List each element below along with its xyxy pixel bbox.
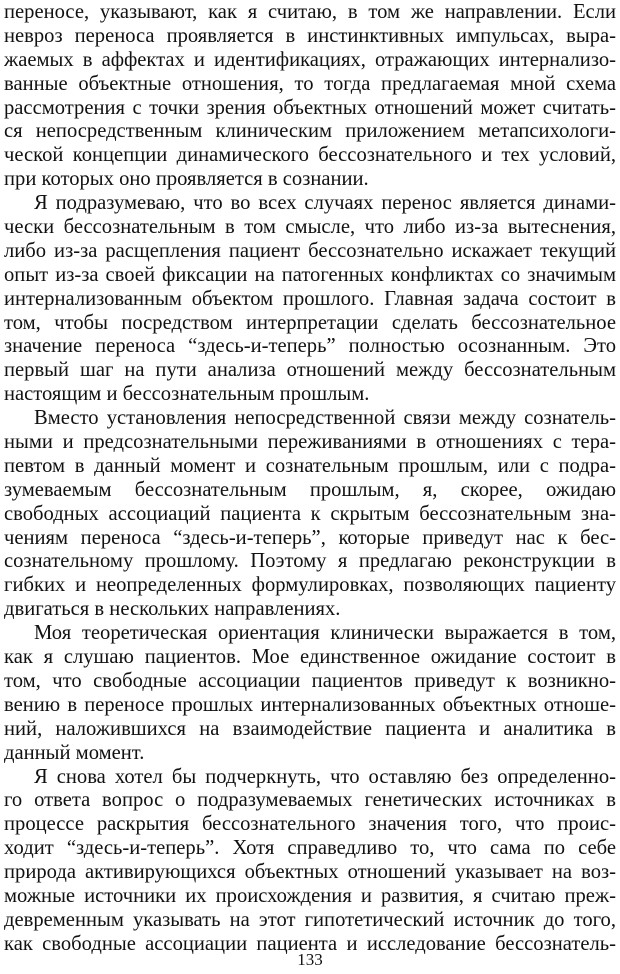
text-line: как свободные ассоциации пациента и исследование бессознатель-	[4, 932, 616, 955]
text-line: чески бессознательным в том смысле, что либо из-за вытеснения,	[4, 216, 616, 239]
text-line: переносе, указывают, как я считаю, в том же направлении. Если	[4, 1, 616, 23]
text-line: ными и предсознательными переживаниями в отношениях с тера-	[4, 431, 616, 454]
text-line: процессе раскрытия бессознательного значения того, что проис-	[4, 813, 616, 836]
text-line: зумеваемым бессознательным прошлым, я, скорее, ожидаю	[4, 478, 616, 501]
text-line: при которых оно проявляется в сознании.	[4, 168, 369, 191]
text-line: ний, наложившихся на взаимодействие пациента и аналитика в	[4, 717, 616, 740]
text-line: том, что свободные ассоциации пациентов приведут к возникно-	[4, 669, 616, 692]
text-line: как я слушаю пациентов. Мое единственное ожидание состоит в	[4, 646, 616, 669]
text-line: том, чтобы посредством интерпретации сделать бессознательное	[4, 311, 616, 334]
text-line: природа активирующихся объектных отношений указывает на воз-	[4, 861, 616, 884]
page-number: 133	[297, 950, 323, 969]
text-line: опыт из-за своей фиксации на патогенных конфликтах со значимым	[4, 263, 616, 286]
text-line: значение переноса “здесь-и-теперь” полностью осознанным. Это	[4, 335, 616, 358]
text-line: жаемых в аффектах и идентификациях, отражающих интернализо-	[4, 48, 616, 71]
text-line: можные источники их происхождения и развития, я считаю преж-	[4, 884, 616, 907]
text-line: первый шаг на пути анализа отношений между бессознательным	[4, 359, 616, 382]
text-line: чениям переноса “здесь-и-теперь”, которые приведут нас к бес-	[4, 526, 616, 549]
text-line: ся непосредственным клиническим приложением метапсихологи-	[4, 120, 616, 143]
text-line: Я снова хотел бы подчеркнуть, что оставляю без определенно-	[34, 765, 616, 788]
text-line: девременным указывать на этот гипотетический источник до того,	[4, 908, 616, 931]
text-line: интернализованным объектом прошлого. Главная задача состоит в	[4, 287, 616, 310]
text-line: Моя теоретическая ориентация клинически выражается в том,	[34, 622, 616, 645]
text-line: либо из-за расщепления пациент бессознательно искажает текущий	[4, 239, 616, 262]
text-line: рассмотрения с точки зрения объектных отношений может считать-	[4, 96, 616, 119]
body-text	[4, 1, 616, 957]
text-line: ванные объектные отношения, то тогда предлагаемая мной схема	[4, 72, 616, 95]
text-line: Я подразумеваю, что во всех случаях перенос является динами-	[34, 192, 616, 215]
text-line: сознательному прошлому. Поэтому я предлагаю реконструкции в	[4, 550, 616, 573]
text-line: певтом в данный момент и сознательным прошлым, или с подра-	[4, 454, 616, 477]
text-line: настоящим и бессознательным прошлым.	[4, 383, 370, 406]
text-line: го ответа вопрос о подразумеваемых генетических источниках в	[4, 789, 616, 812]
text-line: ческой концепции динамического бессознательного и тех условий,	[4, 144, 616, 167]
text-line: свободных ассоциаций пациента к скрытым бессознательным зна-	[4, 502, 616, 525]
text-line: вению в переносе прошлых интернализованных объектных отноше-	[4, 693, 616, 716]
text-line: двигаться в нескольких направлениях.	[4, 598, 341, 621]
text-line: данный момент.	[4, 741, 145, 764]
text-line: невроз переноса проявляется в инстинктивных импульсах, выра-	[4, 24, 616, 47]
text-line: гибких и неопределенных формулировках, позволяющих пациенту	[4, 574, 616, 597]
text-line: ходит “здесь-и-теперь”. Хотя справедливо то, что сама по себе	[4, 837, 616, 860]
text-line: Вместо установления непосредственной связи между сознатель-	[34, 407, 616, 430]
